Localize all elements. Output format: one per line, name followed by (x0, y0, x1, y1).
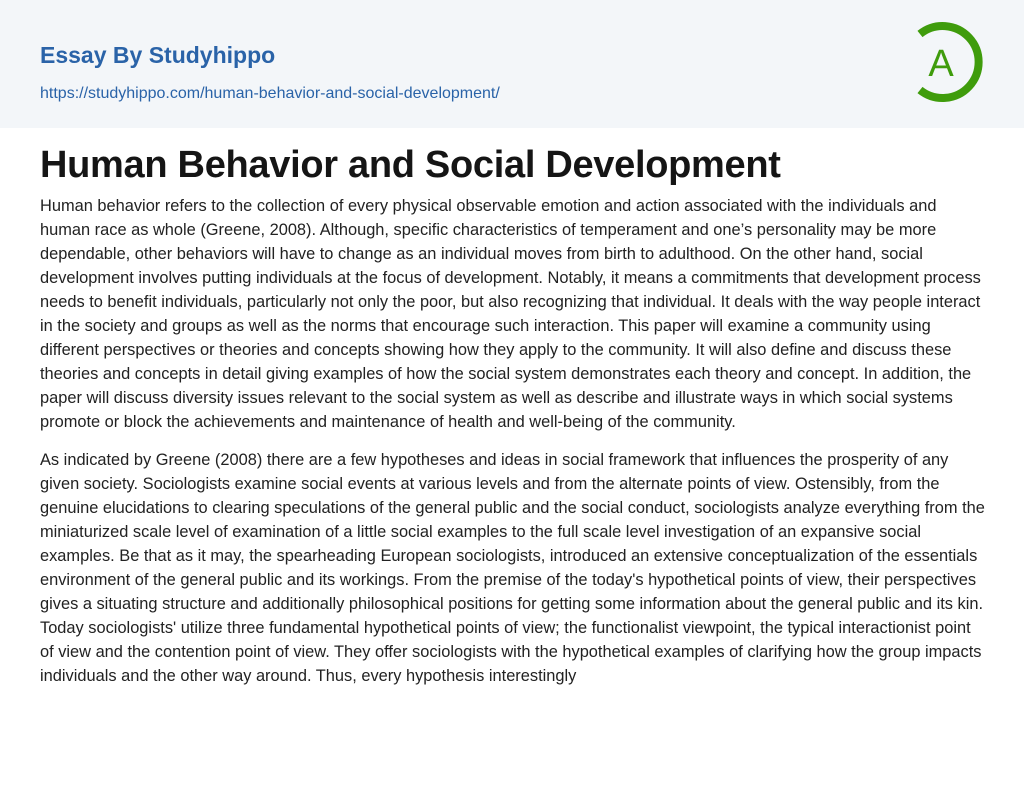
site-header (0, 0, 1024, 128)
article-title: Human Behavior and Social Development (40, 144, 781, 186)
essay-url-link[interactable]: https://studyhippo.com/human-behavior-and-social-development/ (40, 85, 500, 102)
studyhippo-logo[interactable] (908, 18, 988, 106)
article-paragraph: Human behavior refers to the collection of every physical observable emotion and action associated with the individuals and human race as whole (Greene, 2008). Although, specific characteristics of temperament and one’s personality may be more dependable, other behaviors will have to change as an individual moves from birth to adulthood. On the other hand, social development involves putting individuals at the focus of development. Notably, it means a commitments that development process needs to benefit individuals, particularly not only the poor, but also recognizing that individual. It deals with the way people interact in the society and groups as well as the norms that encourage such interaction. This paper will examine a community using different perspectives or theories and concepts showing how they apply to the community. It will also define and discuss these theories and concepts in detail giving examples of how the social system demonstrates each theory and concept. In addition, the paper will discuss diversity issues relevant to the social system as well as describe and illustrate ways in which social systems promote or block the achievements and maintenance of health and well-being of the community. (40, 197, 981, 431)
article-paragraph: As indicated by Greene (2008) there are a few hypotheses and ideas in social framework that influences the prosperity of any given society. Sociologists examine social events at various levels and from the alternate points of view. Ostensibly, from the genuine elucidations to clearing speculations of the general public and the social conduct, sociologists analyze everything from the miniaturized scale level of examination of a little social examples to the full scale level investigation of an expansive social examples. Be that as it may, the spearheading European sociologists, introduced an extensive conceptualization of the essentials environment of the general public and its workings. From the premise of the today's hypothetical points of view, their perspectives gives a situating structure and additionally philosophical positions for getting some information about the general public and its kin. Today sociologists' utilize three fundamental hypothetical points of view; the functionalist viewpoint, the typical interactionist point of view and the contention point of view. They offer sociologists with the hypothetical examples of clarifying how the group impacts individuals and the other way around. Thus, every hypothesis interestingly (40, 451, 985, 685)
svg-text:A: A (928, 43, 954, 85)
article-body (40, 194, 988, 702)
logo-a-icon (908, 18, 988, 106)
brand-title: Essay By Studyhippo (40, 42, 276, 68)
